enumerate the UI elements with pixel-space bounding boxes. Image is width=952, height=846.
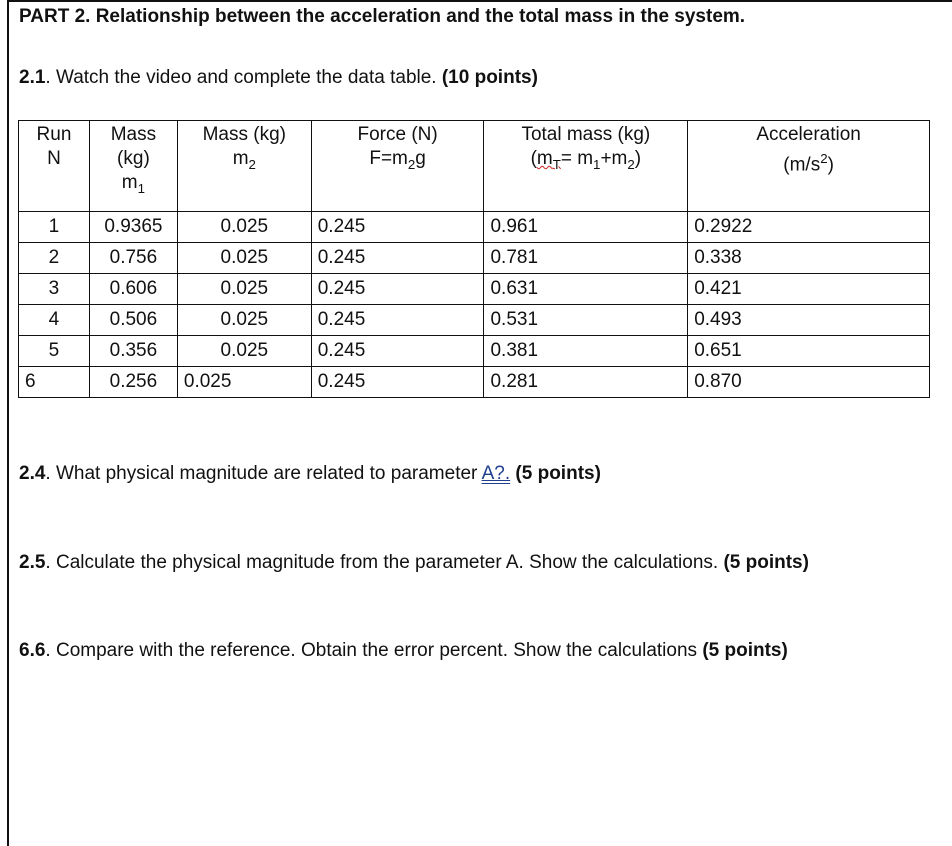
- cell-total: 0.631: [484, 274, 688, 305]
- cell-accel: 0.870: [688, 367, 930, 398]
- cell-m2: 0.025: [177, 212, 311, 243]
- data-table: [18, 120, 930, 398]
- cell-force: 0.245: [311, 305, 484, 336]
- cell-force: 0.245: [311, 336, 484, 367]
- question-text: . Calculate the physical magnitude from the parameter A. Show the calculations.: [45, 552, 719, 573]
- cell-m1: 0.256: [89, 367, 177, 398]
- page-title: PART 2. Relationship between the acceleration and the total mass in the system.: [19, 6, 746, 27]
- question-points: (5 points): [697, 640, 788, 661]
- question-2-1: [19, 67, 538, 89]
- question-points: (10 points): [436, 67, 538, 88]
- cell-total: 0.381: [484, 336, 688, 367]
- cell-run: 2: [19, 243, 90, 274]
- cell-total: 0.281: [484, 367, 688, 398]
- question-text: . What physical magnitude are related to parameter: [45, 463, 482, 484]
- cell-run: 5: [19, 336, 90, 367]
- cell-m1: 0.356: [89, 336, 177, 367]
- cell-total: 0.781: [484, 243, 688, 274]
- header-mass-m1: Mass (kg) $m_1$: [89, 121, 177, 212]
- table-row: [19, 212, 930, 243]
- cell-run: 1: [19, 212, 90, 243]
- cell-m1: 0.9365: [89, 212, 177, 243]
- question-2-4: [19, 463, 601, 485]
- cell-accel: 0.493: [688, 305, 930, 336]
- cell-accel: 0.651: [688, 336, 930, 367]
- table-row: [19, 305, 930, 336]
- table-header-row: [19, 121, 930, 212]
- cell-run: 4: [19, 305, 90, 336]
- cell-m1: 0.606: [89, 274, 177, 305]
- table-row: [19, 336, 930, 367]
- question-number: 2.4: [19, 463, 46, 484]
- cell-m1: 0.506: [89, 305, 177, 336]
- question-number: 6.6: [19, 640, 46, 661]
- cell-total: 0.961: [484, 212, 688, 243]
- cell-m2: 0.025: [177, 367, 311, 398]
- header-mass-m2: Mass (kg) $m_2$: [177, 121, 311, 212]
- question-points: (5 points): [510, 463, 601, 484]
- cell-run: 3: [19, 274, 90, 305]
- cell-accel: 0.421: [688, 274, 930, 305]
- question-text: . Compare with the reference. Obtain the error percent. Show the calculations: [45, 640, 698, 661]
- table-row: [19, 274, 930, 305]
- table-row: [19, 367, 930, 398]
- cell-m2: 0.025: [177, 243, 311, 274]
- question-text: . Watch the video and complete the data table.: [45, 67, 437, 88]
- question-number: 2.5: [19, 552, 46, 573]
- question-6-6: [19, 640, 788, 662]
- header-acceleration: Acceleration $(m/s^2)$: [688, 121, 930, 212]
- document-page: [7, 0, 952, 846]
- header-total-mass: Total mass (kg) $(m_T= m_1+m_2)$: [484, 121, 688, 212]
- parameter-link[interactable]: A?.: [481, 463, 511, 484]
- cell-m2: 0.025: [177, 274, 311, 305]
- cell-run: 6: [19, 367, 90, 398]
- cell-accel: 0.2922: [688, 212, 930, 243]
- question-2-5: [19, 552, 809, 574]
- table-row: [19, 243, 930, 274]
- header-force: Force (N) $F=m_2g$: [311, 121, 484, 212]
- cell-total: 0.531: [484, 305, 688, 336]
- cell-m2: 0.025: [177, 336, 311, 367]
- question-number: 2.1: [19, 67, 46, 88]
- cell-m1: 0.756: [89, 243, 177, 274]
- header-run: Run N: [19, 121, 90, 212]
- cell-accel: 0.338: [688, 243, 930, 274]
- question-points: (5 points): [718, 552, 809, 573]
- cell-force: 0.245: [311, 243, 484, 274]
- cell-m2: 0.025: [177, 305, 311, 336]
- cell-force: 0.245: [311, 367, 484, 398]
- cell-force: 0.245: [311, 212, 484, 243]
- cell-force: 0.245: [311, 274, 484, 305]
